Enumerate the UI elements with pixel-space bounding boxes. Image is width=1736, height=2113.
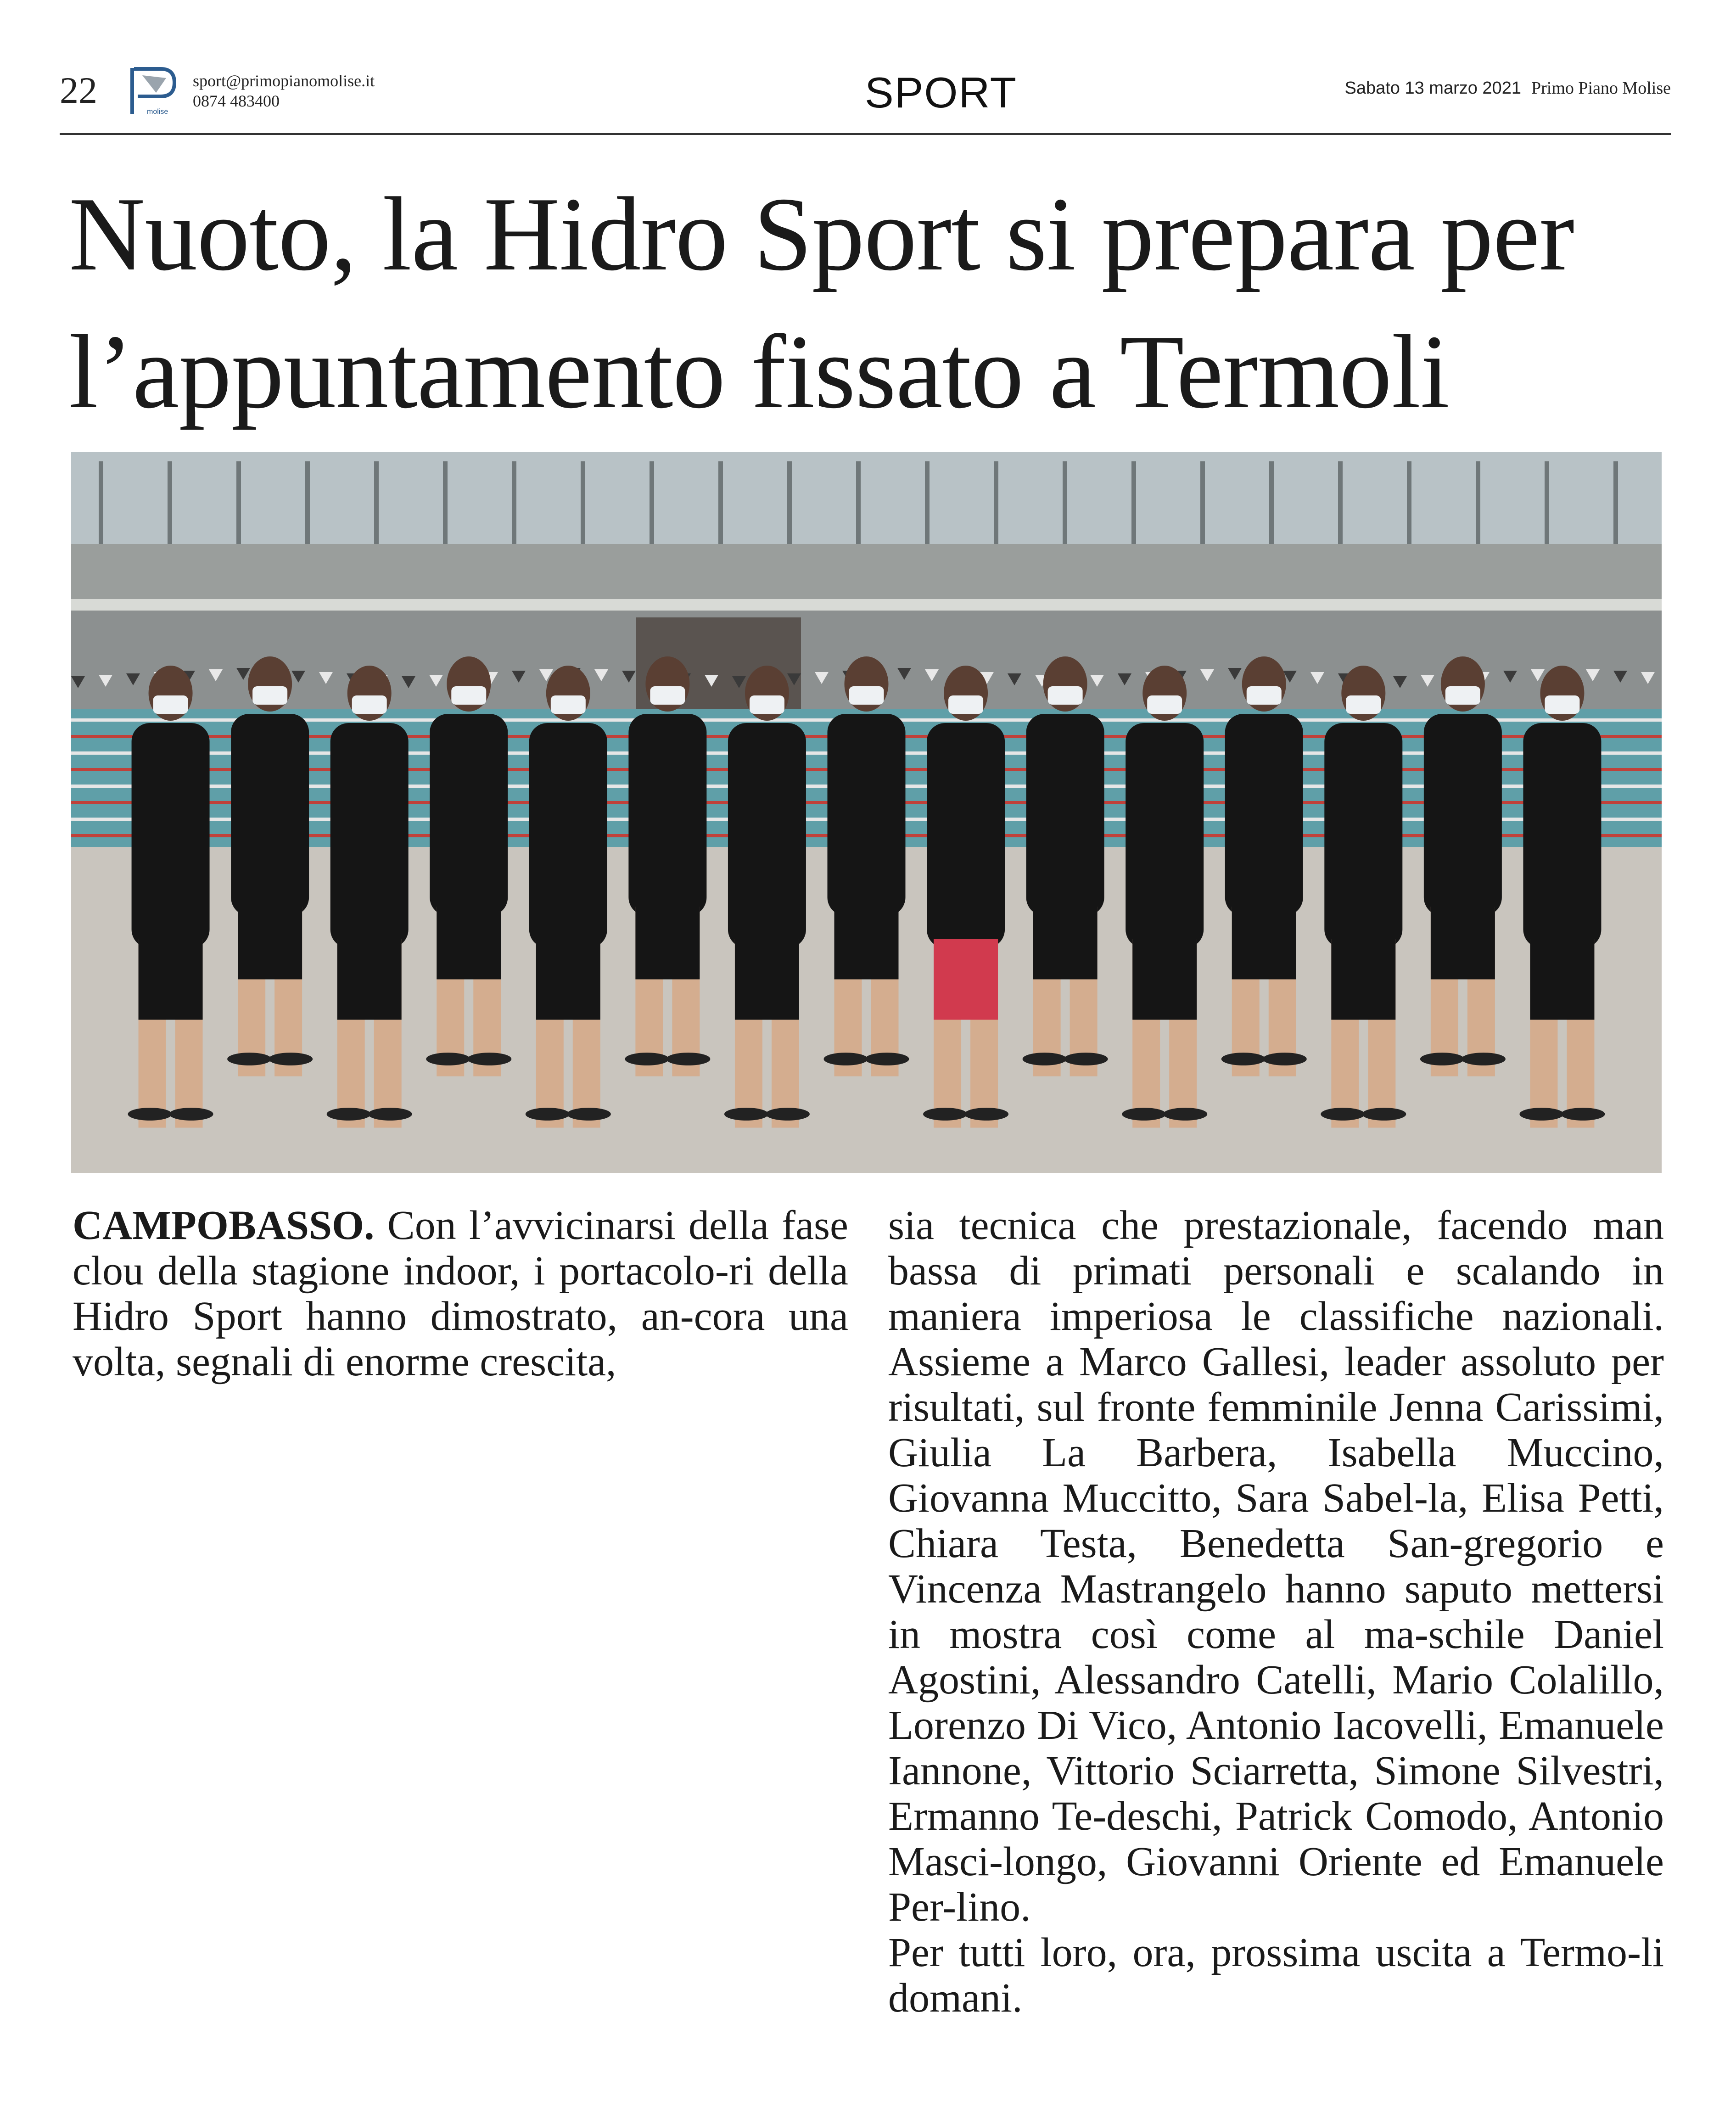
swim-shorts [238, 907, 302, 979]
flip-flop [467, 1053, 511, 1065]
dateline [1344, 78, 1671, 98]
window-mullion [1200, 461, 1205, 549]
flip-flop [227, 1053, 271, 1065]
contact-block [193, 71, 375, 111]
face-mask-icon [352, 695, 387, 714]
face-mask-icon [153, 695, 188, 714]
team-photo-illustration [71, 452, 1662, 1173]
window-mullion [374, 461, 379, 549]
article-column-1 [73, 1203, 848, 1384]
window-mullion [99, 461, 103, 549]
flip-flop [824, 1053, 868, 1065]
swim-shorts [1132, 939, 1197, 1020]
window-mullion [1476, 461, 1480, 549]
flip-flop [1221, 1053, 1266, 1065]
face-mask-icon [551, 695, 586, 714]
swim-shorts [1232, 907, 1296, 979]
body-paragraph-1: sia tecnica che prestazionale, facendo man bassa di primati personali e scalando in maniera imperiosa le classifiche nazionali. Assieme a Marco Gallesi, leader assoluto per risultati, sul fronte femminile Jenna Carissimi, Giulia La Barbera, Isabella Muccino, Giovanna Muccitto, Sara Sabel-la, Elisa Petti, Chiara Testa, Benedetta San-gregorio e Vincenza Mastrangelo hanno saputo mettersi in mostra così come al ma-schile Daniel Agostini, Alessandro Catelli, Mario Colalillo, Lorenzo Di Vico, Antonio Iacovelli, Emanuele Iannone, Vittorio Sciarretta, Simone Silvestri, Ermanno Te-deschi, Patrick Comodo, Antonio Masci-longo, Giovanni Oriente ed Emanuele Per-lino. [888, 1203, 1664, 1930]
swim-shorts [437, 907, 501, 979]
body-paragraph-2: Per tutti loro, ora, prossima uscita a Termo-li domani. [888, 1930, 1664, 2021]
swim-shorts [934, 939, 998, 1020]
contact-email[interactable]: sport@primopianomolise.it [193, 72, 375, 90]
swimsuit [1324, 723, 1402, 948]
flip-flop [526, 1108, 570, 1121]
headline-line-2: l’appuntamento fissato a Termoli [69, 313, 1450, 430]
publication-name: Primo Piano Molise [1531, 78, 1671, 98]
swim-shorts [337, 939, 402, 1020]
swimsuit [628, 714, 706, 916]
window-mullion [787, 461, 792, 549]
lead-paragraph [73, 1203, 848, 1384]
flip-flop [923, 1108, 967, 1121]
page-number: 22 [60, 69, 97, 111]
lead-place: CAMPOBASSO. [73, 1203, 375, 1248]
window-mullion [512, 461, 516, 549]
face-mask-icon [1545, 695, 1579, 714]
flip-flop [269, 1053, 313, 1065]
flip-flop [1462, 1053, 1506, 1065]
swim-shorts [1331, 939, 1395, 1020]
window-mullion [925, 461, 930, 549]
flip-flop [368, 1108, 412, 1121]
section-label: SPORT [864, 68, 1018, 117]
window-mullion [650, 461, 654, 549]
window-mullion [856, 461, 861, 549]
flip-flop [1023, 1053, 1067, 1065]
swimsuit [1225, 714, 1303, 916]
header-rule [60, 133, 1671, 135]
swim-shorts [1431, 907, 1495, 979]
swimsuit [828, 714, 906, 916]
swimsuit [1523, 723, 1601, 948]
window-mullion [236, 461, 241, 549]
swim-shorts [1033, 907, 1098, 979]
swimsuit [132, 723, 210, 948]
window-mullion [443, 461, 448, 549]
swimsuit [728, 723, 806, 948]
face-mask-icon [750, 695, 784, 714]
contact-phone: 0874 483400 [193, 92, 280, 110]
swimsuit [1026, 714, 1104, 916]
swim-shorts [635, 907, 700, 979]
swimsuit [529, 723, 607, 948]
flip-flop [327, 1108, 371, 1121]
window-mullion [1545, 461, 1549, 549]
face-mask-icon [849, 686, 884, 705]
swimsuit [330, 723, 409, 948]
swimmers-group [128, 656, 1605, 1128]
window-mullion [305, 461, 310, 549]
flip-flop [1163, 1108, 1207, 1121]
flip-flop [964, 1108, 1008, 1121]
window-mullion [718, 461, 723, 549]
flip-flop [1263, 1053, 1307, 1065]
flip-flop [128, 1108, 172, 1121]
flip-flop [724, 1108, 768, 1121]
window-mullion [168, 461, 172, 549]
swim-shorts [139, 939, 203, 1020]
issue-date: Sabato 13 marzo 2021 [1344, 78, 1521, 98]
window-mullion [1407, 461, 1411, 549]
window-mullion [994, 461, 998, 549]
face-mask-icon [650, 686, 685, 705]
window-mullion [581, 461, 585, 549]
swimsuit [927, 723, 1005, 948]
flip-flop [1362, 1108, 1406, 1121]
flip-flop [1122, 1108, 1166, 1121]
flip-flop [1519, 1108, 1563, 1121]
face-mask-icon [451, 686, 486, 705]
window-mullion [1131, 461, 1136, 549]
swim-shorts [1530, 939, 1594, 1020]
face-mask-icon [1048, 686, 1083, 705]
window-mullion [1063, 461, 1067, 549]
window-mullion [1269, 461, 1274, 549]
article-photo [71, 452, 1662, 1173]
swimsuit [1424, 714, 1502, 916]
gallery-railing [71, 599, 1662, 611]
swimsuit [1126, 723, 1204, 948]
spectator-gallery [71, 544, 1662, 604]
flip-flop [666, 1053, 710, 1065]
face-mask-icon [1247, 686, 1282, 705]
article-column-2 [888, 1203, 1664, 2021]
flip-flop [169, 1108, 213, 1121]
flip-flop [426, 1053, 470, 1065]
flip-flop [1064, 1053, 1108, 1065]
flip-flop [1321, 1108, 1365, 1121]
face-mask-icon [1346, 695, 1381, 714]
swim-shorts [536, 939, 600, 1020]
masthead [60, 64, 1671, 133]
face-mask-icon [1445, 686, 1480, 705]
swim-shorts [834, 907, 899, 979]
swimsuit [231, 714, 309, 916]
window-mullion [1338, 461, 1343, 549]
flip-flop [625, 1053, 669, 1065]
logo-caption: molise [147, 108, 168, 116]
lead-text: Con l’avvicinarsi della fase clou della stagione indoor, i portacolo-ri della Hidro Sport hanno dimostrato, an-cora una volta, segnali di enorme crescita, [73, 1203, 848, 1384]
headline-line-1: Nuoto, la Hidro Sport si prepara per [69, 175, 1574, 292]
face-mask-icon [252, 686, 287, 705]
face-mask-icon [1147, 695, 1182, 714]
flip-flop [1561, 1108, 1605, 1121]
flip-flop [567, 1108, 611, 1121]
swimsuit [430, 714, 508, 916]
flip-flop [766, 1108, 810, 1121]
swim-shorts [735, 939, 799, 1020]
article-headline [69, 165, 1671, 441]
window-mullion [1613, 461, 1618, 549]
flip-flop [865, 1053, 909, 1065]
face-mask-icon [948, 695, 983, 714]
publication-logo-icon [129, 67, 179, 118]
flip-flop [1420, 1053, 1464, 1065]
